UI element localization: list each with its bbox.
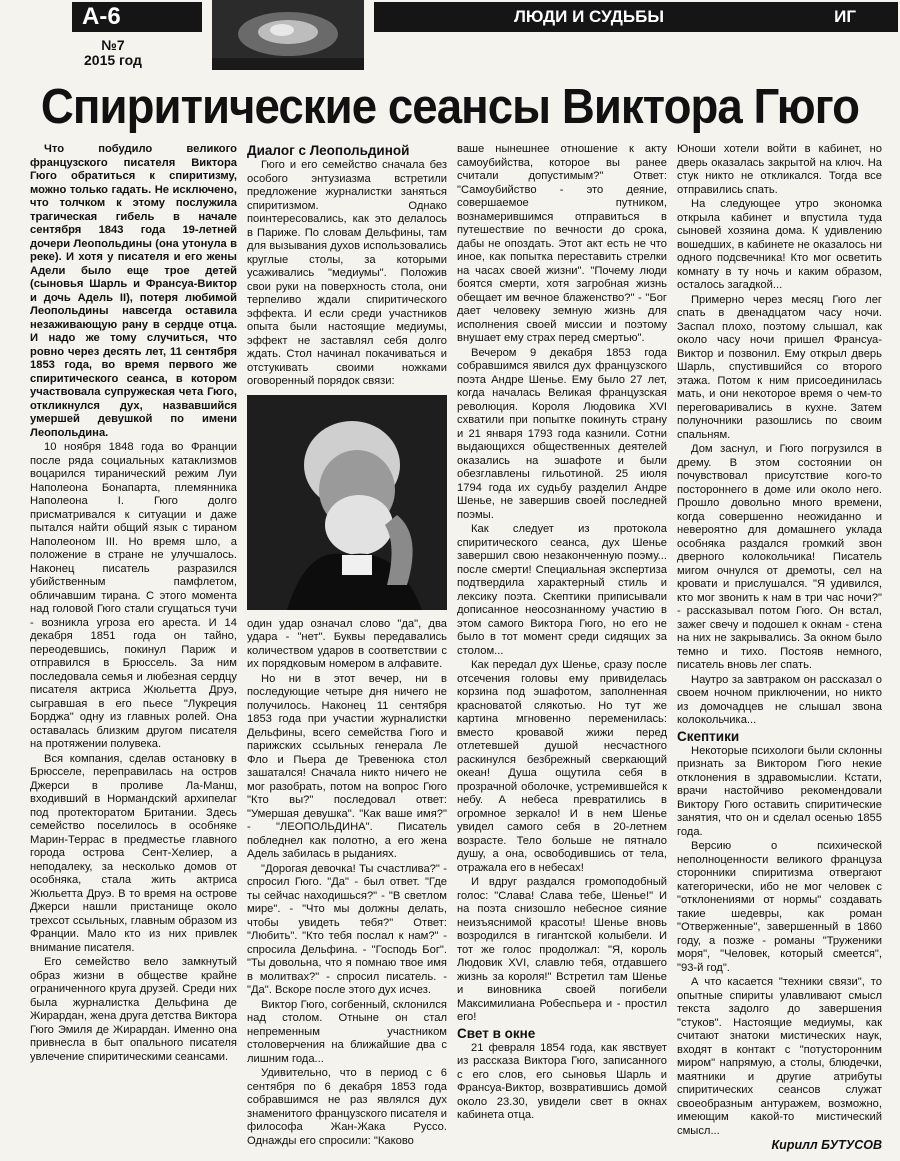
paragraph: На следующее утро экономка открыла кабинет и впустила туда сыновей хозяина дома. К удивлению вошедших, в кабинете не оказалось ни одного подсвечника! Кто мог осветить комнату в ту ночь и каким образом, осталось загадкой... (677, 198, 882, 291)
paragraph: 21 февраля 1854 года, как явствует из рассказа Виктора Гюго, записанного с его слов, его сыновья Шарль и Франсуа-Виктор, возвратившись домой около 23.30, увидели свет в окнах кабинета отца. (457, 1041, 667, 1121)
column-3 (457, 143, 667, 1124)
paragraph: "Дорогая девочка! Ты счастлива?" - спросил Гюго. "Да" - был ответ. "Где ты сейчас находишься?" - "В светлом мире". - "Что мы должны делать, чтобы увидеть тебя?" Ответ: "Любить". "Кто тебя послал к нам?" - спросила Дельфина. - "Господь Бог". "Ты довольна, что я помнаю твое имя в молитвах?" - спросил писатель. - "Да". Вскоре после этого дух исчез. (247, 862, 447, 996)
paragraph: один удар означал слово "да", два удара - "нет". Буквы передавались количеством ударов в соответствии с их порядковым номером в алфавите. (247, 617, 447, 670)
section-title: ЛЮДИ И СУДЬБЫ (514, 7, 664, 26)
issue-number: №7 (101, 37, 125, 53)
paragraph: Гюго и его семейство сначала без особого энтузиазма встретили предложение журналистки заняться спиритизмом. Однако поинтересовались, как это делалось в Париже. По словам Дельфины, там для вызывания духов использовались круглые столы, за которыми усаживались "медиумы". Положив свои руки на поверхность стола, они терпеливо ждали спиритического эффекта. И если среди участников опыта были настоящие медиумы, эффект не заставлял себя долго ждать. Стол начинал покачиваться и отстукивать своими ножками оговоренный порядок связи: (247, 159, 447, 387)
paragraph: Удивительно, что в период с 6 сентября по 6 декабря 1853 года собравшимся не раз являлся дух знаменитого французского писателя и философа Жан-Жака Руссо. Однажды его спросили: "Каково (247, 1067, 447, 1147)
subheading-dialog: Диалог с Леопольдиной (247, 143, 410, 158)
article-lead (30, 143, 237, 440)
header-photo (212, 0, 364, 70)
column-2 (247, 143, 447, 1149)
paragraph: А что касается "техники связи", то опытные спириты улавливают смысл текста задолго до завершения "стуков". Настоящие медиумы, как считают знатоки мистических наук, входят в контакт с "потусторонним миром" напрямую, а столы, блюдечки, маятники и другие атрибуты спиритических сеансов служат своеобразным антуражем, возможно, имеющим какой-то мистический смысл... (677, 976, 882, 1137)
section-header-bar (374, 2, 898, 32)
column-1 (30, 143, 237, 1065)
paragraph: Юноши хотели войти в кабинет, но дверь оказалась закрытой на ключ. На стук никто не откликался. Тогда все отправились спать. (677, 143, 882, 196)
paragraph: Версию о психической неполноценности великого француза сторонники спиритизма отвергают категорически, ибо не мог человек с "отклонениями от нормы" создавать такие шедевры, как роман "Отверженные", завершенный в 1860 году, а позже - романы "Труженики моря", "Человек, который смеется", "93-й год". (677, 840, 882, 974)
paragraph: Виктор Гюго, согбенный, склонился над столом. Отныне он стал непременным участником столоверчения на ближайшие два с лишним года... (247, 998, 447, 1065)
paragraph: Его семейство вело замкнутый образ жизни в обществе крайне ограниченного круга друзей. Среди них была журналистка Дельфина де Жирардан, жена друга детства Виктора Гюго Эмиля де Жирардан. Именно она привнесла в быт опального писателя увлечение спиритическими сеансами. (30, 956, 237, 1063)
issue-year: 2015 год (84, 52, 142, 68)
paragraph: Примерно через месяц Гюго лег спать в двенадцатом часу ночи. Заспал плохо, поэтому слышал, как около часу ночи пришел Франсуа-Виктор и позвонил. Ему открыл дверь Шарль, спустившийся со второго этажа. Потом к ним присоединилась мать, и они некоторое время о чем-то переговаривались в кухне. Затем полуночники разошлись по своим спальням. (677, 293, 882, 441)
paragraph: Некоторые психологи были склонны признать за Виктором Гюго некие отклонения в здравомыслии. Кстати, врачи настойчиво рекомендовали Виктору Гюго оставить спиритические занятия, что он и сделал осенью 1855 года. (677, 744, 882, 838)
author-signature: Кирилл БУТУСОВ (771, 1138, 882, 1152)
paragraph: Но ни в этот вечер, ни в последующие четыре дня ничего не получилось. Наконец 11 сентября 1853 года при участии журналистки Дельфины, всего семейства Гюго и парижских ссыльных генерала Ле Фло и Пьера де Тревенюка стол зашатался! Сначала никто ничего не мог разобрать, потом на вопрос Гюго "Кто вы?" последовал ответ: "Умершая девушка". "Как ваше имя?" - "ЛЕОПОЛЬДИНА". Писатель побледнел как полотно, а его жена Адель забилась в рыданиях. (247, 672, 447, 860)
article-headline: Спиритические сеансы Виктора Гюго (40, 80, 860, 134)
paragraph: Вечером 9 декабря 1853 года собравшимся явился дух французского поэта Андре Шенье. Ему было 27 лет, когда началась Великая французская революция. Короля Людовика XVI схватили при попытке покинуть страну и 21 января 1793 года казнили. Сотни выдающихся общественных деятелей оказались на эшафоте и были обезглавлены гильотиной. 25 июля 1794 года их судьбу разделил Андре Шенье, не завершив своей последней поэмы. (457, 346, 667, 521)
paragraph: Вся компания, сделав остановку в Брюсселе, переправилась на остров Джерси в проливе Ла-Манш, входивший в Нормандский архипелаг под протекторатом Британии. Здесь семейство поселилось в особняке Марин-Террас в предместье главного города острова Сент-Хелиер, а неподалеку, за несколько домов от особняка, стала жить актриса Жюльетта Друэ. В то время на острове Джерси нашли пристанище около трехсот ссыльных, главным образом из Франции. Мало кто из них привлек внимание писателя. (30, 752, 237, 954)
portrait-photo (247, 395, 447, 610)
paragraph: Наутро за завтраком он рассказал о своем ночном приключении, но никто из домочадцев не слышал звона колокольчика... (677, 673, 882, 726)
paragraph: Как следует из протокола спиритического сеанса, дух Шенье завершил свою незаконченную поэму... после смерти! Специальная экспертиза подтвердила характерный стиль и лексику поэта. Скептики приписывали дописанное неосознанному участию в этом самого Виктора Гюго, но его не было в тот момент среди сидящих за столом... (457, 523, 667, 657)
brand-label: ИГ (834, 7, 856, 26)
page-number-label: А-6 (72, 2, 202, 32)
issue-info (84, 38, 142, 68)
paragraph: 10 ноября 1848 года во Франции после ряда социальных катаклизмов воцарился тиранический режим Луи Наполеона Бонапарта, племянника Наполеона I. Гюго долго присматривался к ситуации и даже пытался найти общий язык с тираном Наполеоном III. Но время шло, а положение в стране не улучшалось. Наконец писатель разразился убийственным памфлетом, обличавшим тирана. С этого момента над головой Гюго стали сгущаться тучи - возникла угроза его ареста. И 14 декабря 1851 года он тайно, переодевшись, покинул Париж и отправился в Брюссель. За ним последовала семья и любезная сердцу писателя актриса Жюльетта Друэ, сыгравшая в его пьесе "Лукреция Борджа" одну из главных ролей. Она оставалась близким другом писателя на протяжении полувека. (30, 441, 237, 750)
paragraph: Дом заснул, и Гюго погрузился в дрему. В этом состоянии он почувствовал присутствие кого-то постороннего в доме или около него. Прошло довольно много времени, когда совершенно неожиданно и невероятно для домашнего уклада особняка раздался громкий звон дверного колокольчика! Писатель мигом очнулся от дремоты, сел на кровати и прислушался. "Я удивился, кто мог звонить к нам в три час ночи?" - рассказывал потом Гюго. Он встал, зажег свечу и подошел к окнам - стена на них не закрывались. За окном было темно и тихо. Постояв немного, писатель вновь лег спать. (677, 443, 882, 671)
column-4 (677, 143, 882, 1154)
subheading-skeptics: Скептики (677, 728, 740, 744)
paragraph: И вдруг раздался громоподобный голос: "Слава! Слава тебе, Шенье!" И на поэта снизошло небесное сияние неизъяснимой красоты! Шенье вновь возродился в гигантской колыбели. И тот же голос продолжал: "Я, король Людовик XVI, славлю тебя, отдавшего жизнь за короля!" Встретил там Шенье и виновника своей погибели Максимилиана Робеспьера и - простил его! (457, 876, 667, 1023)
paragraph: Как передал дух Шенье, сразу после отсечения головы ему привиделась корзина под эшафотом, заполненная красноватой слякотью. Но тут же картина мгновенно переменилась: вместо кровавой жижи перед отлетевшей душой несчастного раскинулся безбрежный сверкающий океан! Душа ощутила себя в прозрачной оболочке, устремившейся к небу. А небеса превратились в огромное зеркало! И в нем Шенье увидел самого себя в 20-летнем возрасте. Тело больше не пятнало душу, а она, освободившись от тела, отражала его в небесах! (457, 659, 667, 874)
subheading-light-in-window: Свет в окне (457, 1025, 536, 1041)
lead-paragraph: Что побудило великого французского писателя Виктора Гюго обратиться к спиритизму, можно только гадать. Не исключено, что толчком к этому послужила трагическая гибель в начале сентября 1843 года 19-летней дочери Леопольдины (она утонула в реке). И хотя у писателя и его жены Адели было еще трое детей (сыновья Шарль и Франсуа-Виктор и дочь Адель II), потеря любимой Леопольдины навсегда оставила незаживающую рану в сердце отца. И надо же тому случиться, что ровно через десять лет, 11 сентября 1853 года, во время первого же спиритического сеанса, в котором участвовала супружеская чета Гюго, откликнулся дух, назвавшийся умершей девушкой по имени Леопольдина. (30, 143, 237, 439)
paragraph: ваше нынешнее отношение к акту самоубийства, которое вы ранее считали допустимым?" Ответ: "Самоубийство - это деяние, совершаемое путником, вознамерившимся отправиться в путешествие по вечности до срока, дабы не опоздать. Этот акт есть не что иное, как попытка переставить стрелки на часах своей жизни". "Почему люди боятся смерти, хотя загробная жизнь обещает им вечное блаженство?" - "Бог дает человеку земную жизнь для исполнения своей миссии и поэтому внушает ему страх перед смертью". (457, 143, 667, 344)
